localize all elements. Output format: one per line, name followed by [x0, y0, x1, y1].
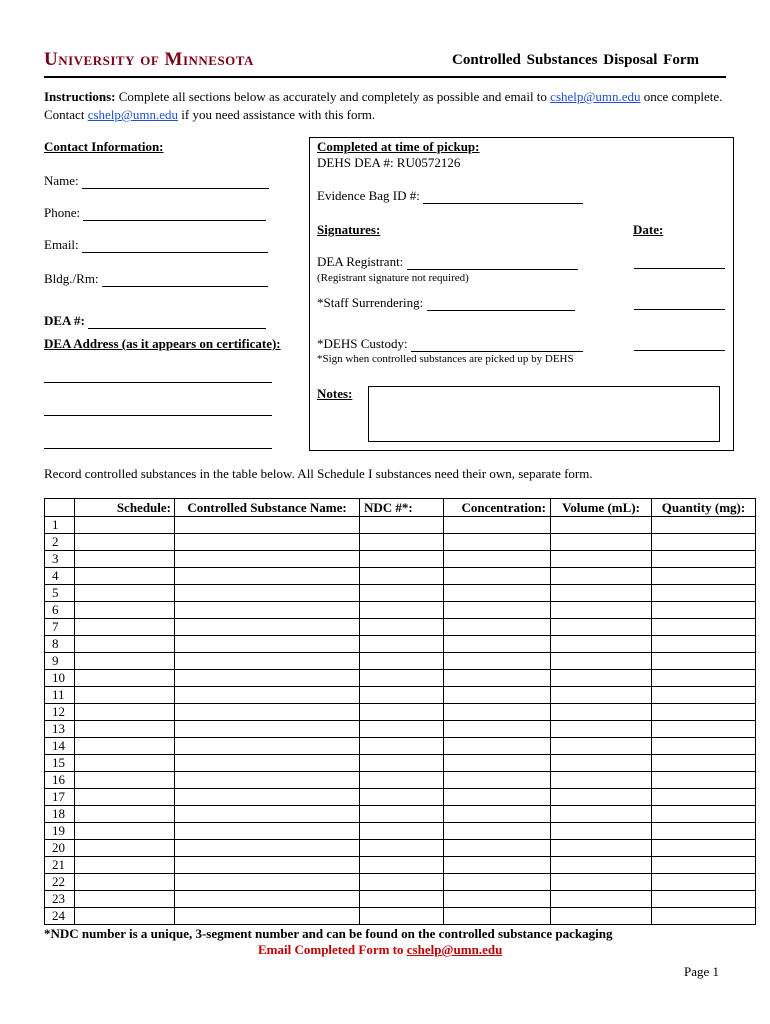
volume-cell[interactable] [551, 806, 652, 823]
ndc-cell[interactable] [360, 857, 444, 874]
ndc-header: NDC #*: [360, 499, 444, 517]
table-intro: Record controlled substances in the table below. All Schedule I substances need their own, separate form. [44, 466, 593, 481]
quantity-cell[interactable] [652, 823, 756, 840]
row-number: 13 [45, 721, 75, 738]
row-number: 6 [45, 602, 75, 619]
ndc-cell[interactable] [360, 670, 444, 687]
schedule-cell[interactable] [75, 891, 175, 908]
evidence-label: Evidence Bag ID #: [317, 188, 420, 203]
schedule-cell[interactable] [75, 721, 175, 738]
substance-name-cell[interactable] [175, 840, 360, 857]
email-link-1[interactable]: cshelp@umn.edu [550, 89, 641, 104]
ndc-cell[interactable] [360, 755, 444, 772]
dea-address-label: DEA Address (as it appears on certificate): [44, 336, 281, 351]
row-number: 15 [45, 755, 75, 772]
quantity-cell[interactable] [652, 857, 756, 874]
schedule-cell[interactable] [75, 619, 175, 636]
ndc-cell[interactable] [360, 687, 444, 704]
substance-name-cell[interactable] [175, 534, 360, 551]
quantity-cell[interactable] [652, 585, 756, 602]
schedule-cell[interactable] [75, 704, 175, 721]
row-number-header [45, 499, 75, 517]
quantity-cell[interactable] [652, 891, 756, 908]
volume-cell[interactable] [551, 789, 652, 806]
instructions-text-1: Complete all sections below as accurately and completely as possible and email to [115, 89, 551, 104]
table-row [45, 823, 756, 840]
email-instruction-text: Email Completed Form to [258, 942, 407, 957]
ndc-cell[interactable] [360, 721, 444, 738]
substance-name-cell[interactable] [175, 908, 360, 925]
table-row [45, 738, 756, 755]
schedule-cell[interactable] [75, 823, 175, 840]
concentration-cell[interactable] [444, 874, 551, 891]
row-number: 14 [45, 738, 75, 755]
concentration-cell[interactable] [444, 653, 551, 670]
volume-cell[interactable] [551, 568, 652, 585]
table-row [45, 670, 756, 687]
schedule-cell[interactable] [75, 670, 175, 687]
row-number: 9 [45, 653, 75, 670]
schedule-cell[interactable] [75, 806, 175, 823]
row-number: 17 [45, 789, 75, 806]
dehs-dea-number: DEHS DEA #: RU0572126 [317, 155, 461, 170]
substance-name-cell[interactable] [175, 568, 360, 585]
schedule-cell[interactable] [75, 585, 175, 602]
volume-cell[interactable] [551, 619, 652, 636]
quantity-cell[interactable] [652, 908, 756, 925]
row-number: 24 [45, 908, 75, 925]
schedule-cell[interactable] [75, 534, 175, 551]
table-row [45, 653, 756, 670]
schedule-cell[interactable] [75, 755, 175, 772]
row-number: 22 [45, 874, 75, 891]
staff-date-field[interactable] [634, 295, 725, 310]
page-number: Page 1 [684, 964, 720, 979]
ndc-cell[interactable] [360, 891, 444, 908]
name-label: Name: [44, 173, 79, 188]
concentration-cell[interactable] [444, 534, 551, 551]
concentration-cell[interactable] [444, 721, 551, 738]
quantity-cell[interactable] [652, 772, 756, 789]
substance-name-cell[interactable] [175, 619, 360, 636]
university-logo: University of Minnesota [44, 49, 254, 70]
volume-cell[interactable] [551, 704, 652, 721]
concentration-cell[interactable] [444, 517, 551, 534]
ndc-cell[interactable] [360, 874, 444, 891]
quantity-cell[interactable] [652, 568, 756, 585]
substances-table [44, 498, 756, 925]
ndc-cell[interactable] [360, 653, 444, 670]
registrant-signature-field[interactable] [407, 255, 578, 270]
row-number: 21 [45, 857, 75, 874]
bldg-label: Bldg./Rm: [44, 271, 99, 286]
substance-name-cell[interactable] [175, 585, 360, 602]
table-row [45, 704, 756, 721]
row-number: 20 [45, 840, 75, 857]
concentration-cell[interactable] [444, 857, 551, 874]
custody-signature-field[interactable] [411, 337, 583, 352]
email-link-2[interactable]: cshelp@umn.edu [87, 107, 179, 122]
row-number: 5 [45, 585, 75, 602]
table-row [45, 687, 756, 704]
table-row [45, 857, 756, 874]
footer-email-link[interactable]: cshelp@umn.edu [406, 942, 503, 957]
schedule-cell[interactable] [75, 772, 175, 789]
concentration-header: Concentration: [444, 499, 551, 517]
quantity-cell[interactable] [652, 534, 756, 551]
email-instruction [258, 942, 502, 958]
substance-name-cell[interactable] [175, 806, 360, 823]
substance-name-cell[interactable] [175, 891, 360, 908]
quantity-cell[interactable] [652, 840, 756, 857]
substance-name-cell[interactable] [175, 670, 360, 687]
substance-name-cell[interactable] [175, 636, 360, 653]
volume-cell[interactable] [551, 687, 652, 704]
phone-field[interactable] [83, 206, 266, 221]
row-number: 18 [45, 806, 75, 823]
ndc-cell[interactable] [360, 772, 444, 789]
notes-label: Notes: [317, 386, 353, 401]
quantity-cell[interactable] [652, 551, 756, 568]
volume-cell[interactable] [551, 585, 652, 602]
substance-name-cell[interactable] [175, 687, 360, 704]
email-row [44, 237, 268, 253]
table-header-row [45, 499, 756, 517]
dea-label: DEA #: [44, 313, 85, 328]
quantity-cell[interactable] [652, 806, 756, 823]
row-number: 11 [45, 687, 75, 704]
instructions-label: Instructions: [44, 89, 116, 104]
schedule-cell[interactable] [75, 551, 175, 568]
notes-field[interactable] [368, 386, 720, 442]
instructions-text-2: once complete. Contact [44, 89, 723, 122]
ndc-cell[interactable] [360, 568, 444, 585]
phone-row [44, 205, 266, 221]
quantity-cell[interactable] [652, 789, 756, 806]
volume-cell[interactable] [551, 738, 652, 755]
registrant-row [317, 254, 578, 270]
quantity-cell[interactable] [652, 517, 756, 534]
row-number: 10 [45, 670, 75, 687]
volume-cell[interactable] [551, 653, 652, 670]
concentration-cell[interactable] [444, 636, 551, 653]
ndc-cell[interactable] [360, 840, 444, 857]
ndc-cell[interactable] [360, 908, 444, 925]
table-row [45, 891, 756, 908]
volume-cell[interactable] [551, 636, 652, 653]
dea-address-line-1[interactable] [44, 368, 272, 383]
dea-address-line-3[interactable] [44, 434, 272, 449]
schedule-cell[interactable] [75, 568, 175, 585]
quantity-cell[interactable] [652, 755, 756, 772]
row-number: 23 [45, 891, 75, 908]
staff-signature-field[interactable] [427, 296, 575, 311]
quantity-cell[interactable] [652, 687, 756, 704]
concentration-cell[interactable] [444, 806, 551, 823]
schedule-cell[interactable] [75, 517, 175, 534]
row-number: 16 [45, 772, 75, 789]
form-title: Controlled Substances Disposal Form [452, 52, 699, 68]
quantity-cell[interactable] [652, 738, 756, 755]
concentration-cell[interactable] [444, 585, 551, 602]
schedule-cell[interactable] [75, 840, 175, 857]
bldg-row [44, 271, 268, 287]
ndc-cell[interactable] [360, 534, 444, 551]
registrant-label: DEA Registrant: [317, 254, 404, 269]
volume-cell[interactable] [551, 891, 652, 908]
date-label: Date: [633, 222, 664, 237]
contact-heading: Contact Information: [44, 139, 164, 154]
substance-name-cell[interactable] [175, 602, 360, 619]
instructions [44, 88, 724, 124]
concentration-cell[interactable] [444, 687, 551, 704]
table-row [45, 908, 756, 925]
row-number: 4 [45, 568, 75, 585]
volume-cell[interactable] [551, 602, 652, 619]
concentration-cell[interactable] [444, 755, 551, 772]
ndc-cell[interactable] [360, 517, 444, 534]
table-row [45, 534, 756, 551]
table-row [45, 874, 756, 891]
volume-cell[interactable] [551, 857, 652, 874]
row-number: 12 [45, 704, 75, 721]
ndc-cell[interactable] [360, 806, 444, 823]
concentration-cell[interactable] [444, 891, 551, 908]
table-row [45, 517, 756, 534]
concentration-cell[interactable] [444, 551, 551, 568]
pickup-heading: Completed at time of pickup: [317, 139, 480, 154]
volume-header: Volume (mL): [551, 499, 652, 517]
volume-cell[interactable] [551, 534, 652, 551]
volume-cell[interactable] [551, 551, 652, 568]
table-row [45, 840, 756, 857]
ndc-cell[interactable] [360, 738, 444, 755]
substance-name-cell[interactable] [175, 721, 360, 738]
table-row [45, 551, 756, 568]
ndc-cell[interactable] [360, 551, 444, 568]
ndc-cell[interactable] [360, 602, 444, 619]
row-number: 7 [45, 619, 75, 636]
table-row [45, 585, 756, 602]
schedule-cell[interactable] [75, 908, 175, 925]
substance-name-cell[interactable] [175, 789, 360, 806]
quantity-cell[interactable] [652, 721, 756, 738]
table-row [45, 619, 756, 636]
table-row [45, 806, 756, 823]
substance-name-cell[interactable] [175, 551, 360, 568]
row-number: 3 [45, 551, 75, 568]
volume-cell[interactable] [551, 823, 652, 840]
ndc-cell[interactable] [360, 585, 444, 602]
schedule-header: Schedule: [75, 499, 175, 517]
ndc-cell[interactable] [360, 636, 444, 653]
substance-name-cell[interactable] [175, 704, 360, 721]
schedule-cell[interactable] [75, 602, 175, 619]
substance-name-cell[interactable] [175, 738, 360, 755]
ndc-cell[interactable] [360, 789, 444, 806]
header-divider [44, 76, 726, 78]
signatures-label: Signatures: [317, 222, 381, 237]
staff-label: *Staff Surrendering: [317, 295, 424, 310]
concentration-cell[interactable] [444, 738, 551, 755]
concentration-cell[interactable] [444, 704, 551, 721]
substance-name-cell[interactable] [175, 874, 360, 891]
concentration-cell[interactable] [444, 840, 551, 857]
quantity-cell[interactable] [652, 670, 756, 687]
row-number: 2 [45, 534, 75, 551]
bldg-field[interactable] [102, 272, 268, 287]
quantity-cell[interactable] [652, 636, 756, 653]
concentration-cell[interactable] [444, 908, 551, 925]
ndc-cell[interactable] [360, 704, 444, 721]
concentration-cell[interactable] [444, 823, 551, 840]
row-number: 19 [45, 823, 75, 840]
ndc-note: *NDC number is a unique, 3-segment number and can be found on the controlled substance packaging [44, 926, 613, 941]
substance-name-cell[interactable] [175, 823, 360, 840]
substance-name-header: Controlled Substance Name: [175, 499, 360, 517]
quantity-cell[interactable] [652, 619, 756, 636]
substance-name-cell[interactable] [175, 653, 360, 670]
schedule-cell[interactable] [75, 857, 175, 874]
name-row [44, 173, 269, 189]
registrant-note: (Registrant signature not required) [317, 272, 469, 284]
schedule-cell[interactable] [75, 636, 175, 653]
concentration-cell[interactable] [444, 670, 551, 687]
ndc-cell[interactable] [360, 823, 444, 840]
volume-cell[interactable] [551, 517, 652, 534]
volume-cell[interactable] [551, 908, 652, 925]
email-field[interactable] [82, 238, 268, 253]
name-field[interactable] [82, 174, 269, 189]
concentration-cell[interactable] [444, 772, 551, 789]
staff-row [317, 295, 575, 311]
quantity-cell[interactable] [652, 874, 756, 891]
table-row [45, 602, 756, 619]
evidence-field[interactable] [423, 189, 583, 204]
concentration-cell[interactable] [444, 602, 551, 619]
instructions-text-3: if you need assistance with this form. [178, 107, 376, 122]
table-row [45, 636, 756, 653]
volume-cell[interactable] [551, 840, 652, 857]
table-row [45, 789, 756, 806]
quantity-header: Quantity (mg): [652, 499, 756, 517]
concentration-cell[interactable] [444, 789, 551, 806]
row-number: 8 [45, 636, 75, 653]
substance-name-cell[interactable] [175, 857, 360, 874]
evidence-row [317, 188, 583, 204]
volume-cell[interactable] [551, 772, 652, 789]
volume-cell[interactable] [551, 721, 652, 738]
volume-cell[interactable] [551, 755, 652, 772]
substance-name-cell[interactable] [175, 755, 360, 772]
table-row [45, 772, 756, 789]
dea-row [44, 313, 266, 329]
dea-address-line-2[interactable] [44, 401, 272, 416]
schedule-cell[interactable] [75, 687, 175, 704]
custody-date-field[interactable] [634, 336, 725, 351]
row-number: 1 [45, 517, 75, 534]
custody-label: *DEHS Custody: [317, 336, 408, 351]
custody-note: *Sign when controlled substances are picked up by DEHS [317, 353, 574, 365]
phone-label: Phone: [44, 205, 81, 220]
ndc-cell[interactable] [360, 619, 444, 636]
schedule-cell[interactable] [75, 738, 175, 755]
volume-cell[interactable] [551, 670, 652, 687]
table-body [45, 517, 756, 925]
schedule-cell[interactable] [75, 789, 175, 806]
schedule-cell[interactable] [75, 653, 175, 670]
substance-name-cell[interactable] [175, 517, 360, 534]
substance-name-cell[interactable] [175, 772, 360, 789]
email-label: Email: [44, 237, 79, 252]
custody-row [317, 336, 583, 352]
dea-field[interactable] [88, 314, 266, 329]
quantity-cell[interactable] [652, 653, 756, 670]
table-row [45, 755, 756, 772]
quantity-cell[interactable] [652, 704, 756, 721]
table-row [45, 568, 756, 585]
volume-cell[interactable] [551, 874, 652, 891]
table-row [45, 721, 756, 738]
quantity-cell[interactable] [652, 602, 756, 619]
schedule-cell[interactable] [75, 874, 175, 891]
registrant-date-field[interactable] [634, 254, 725, 269]
concentration-cell[interactable] [444, 619, 551, 636]
concentration-cell[interactable] [444, 568, 551, 585]
